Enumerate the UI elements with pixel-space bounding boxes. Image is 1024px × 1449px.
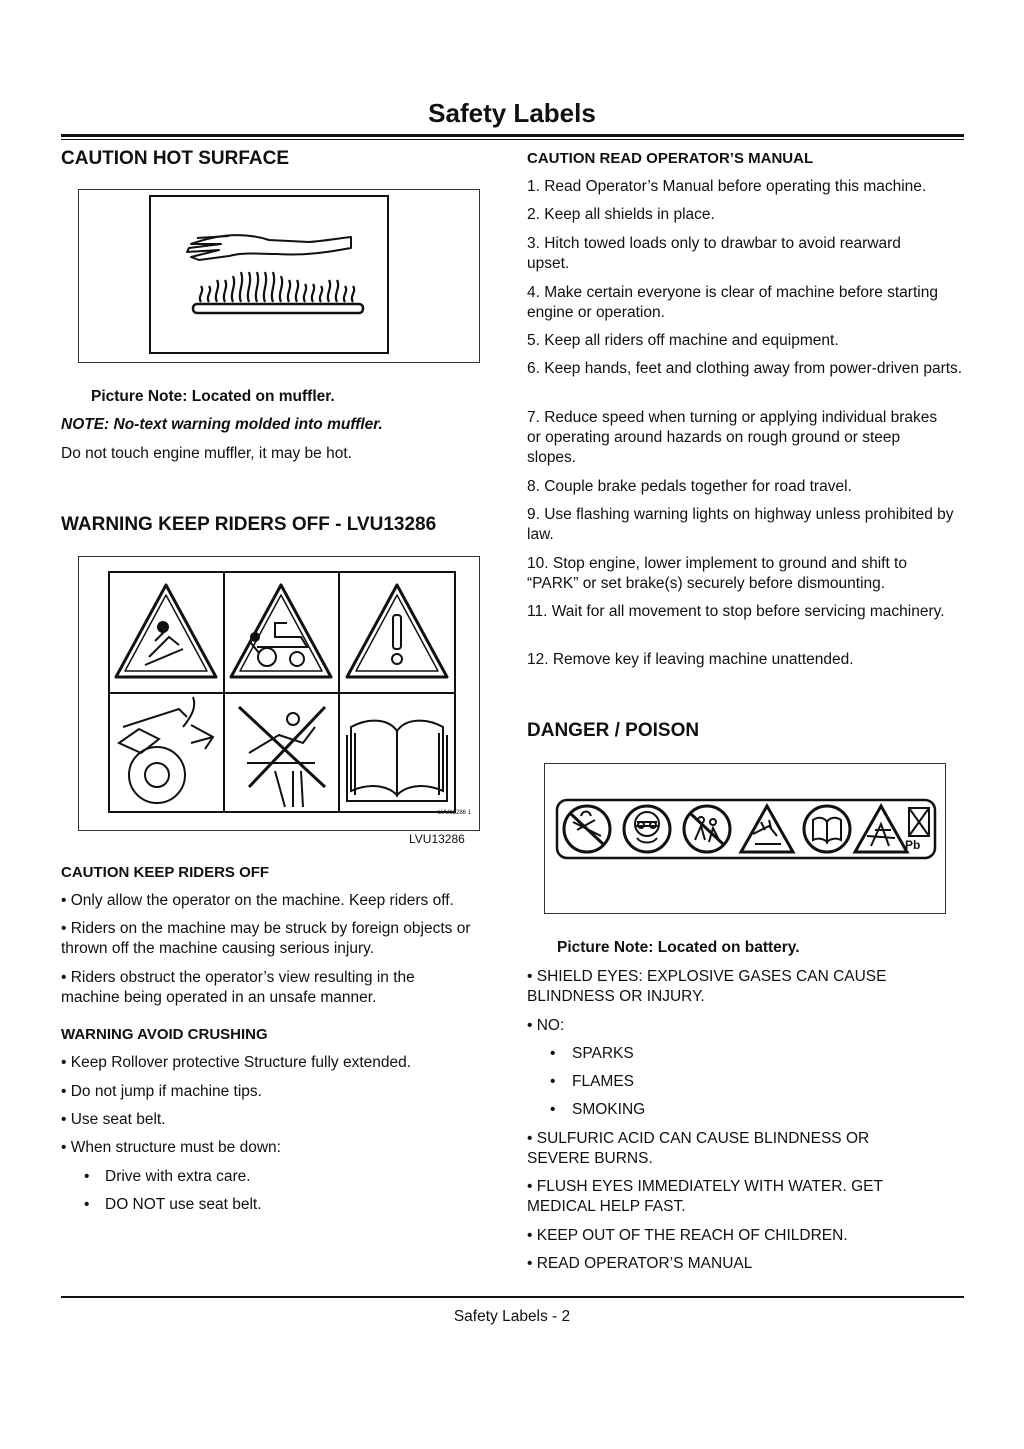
- manual-item: 2. Keep all shields in place.: [527, 206, 715, 223]
- riders-off-label-image: [78, 556, 480, 831]
- manual-item: 6. Keep hands, feet and clothing away from power-driven parts.: [527, 360, 963, 377]
- hot-surface-note: NOTE: No-text warning molded into muffler.: [61, 416, 383, 433]
- caution-riders-heading: CAUTION KEEP RIDERS OFF: [61, 864, 270, 881]
- danger-subitem: SPARKS: [572, 1045, 634, 1062]
- bullet: •: [84, 1196, 90, 1213]
- manual-item: 11. Wait for all movement to stop before servicing machinery.: [527, 603, 945, 620]
- manual-item: 4. Make certain everyone is clear of machine before starting engine or operation.: [527, 284, 938, 321]
- riders-off-caption: LVU13286: [409, 832, 465, 846]
- battery-pictograms: [545, 764, 945, 913]
- avoid-crushing-item: • Use seat belt.: [61, 1111, 166, 1128]
- manual-item: 9. Use flashing warning lights on highway unless prohibited by law.: [527, 506, 954, 543]
- manual-item: 5. Keep all riders off machine and equipment.: [527, 332, 839, 349]
- manual-item: 8. Couple brake pedals together for road travel.: [527, 478, 852, 495]
- manual-item: 12. Remove key if leaving machine unattended.: [527, 651, 854, 668]
- riders-off-pictograms: [79, 557, 479, 830]
- manual-item: 3. Hitch towed loads only to drawbar to avoid rearward upset.: [527, 235, 901, 272]
- bullet: •: [84, 1168, 90, 1185]
- riders-off-heading: WARNING KEEP RIDERS OFF - LVU13286: [61, 514, 437, 535]
- bullet: •: [550, 1045, 556, 1062]
- label-stamp: LVU13286 1: [438, 810, 471, 816]
- battery-label-pb: Pb: [905, 838, 921, 852]
- avoid-crushing-item: • When structure must be down:: [61, 1139, 281, 1156]
- battery-picture-note: Picture Note: Located on battery.: [557, 939, 800, 956]
- avoid-crushing-subitem: Drive with extra care.: [105, 1168, 251, 1185]
- manual-item: 1. Read Operator’s Manual before operating this machine.: [527, 178, 927, 195]
- caution-riders-item: • Riders on the machine may be struck by foreign objects or thrown off the machine causing serious injury.: [61, 920, 471, 957]
- hot-surface-picture-note: Picture Note: Located on muffler.: [91, 388, 335, 405]
- hot-surface-text: Do not touch engine muffler, it may be hot.: [61, 445, 352, 462]
- hot-surface-icon: [79, 190, 479, 362]
- danger-poison-heading: DANGER / POISON: [527, 720, 700, 741]
- avoid-crushing-item: • Do not jump if machine tips.: [61, 1083, 262, 1100]
- manual-item: 7. Reduce speed when turning or applying individual brakes or operating around hazards on rough ground or steep slopes.: [527, 409, 938, 466]
- battery-label-image: [544, 763, 946, 914]
- manual-item: 10. Stop engine, lower implement to ground and shift to “PARK” or set brake(s) securely before dismounting.: [527, 555, 907, 592]
- bullet: •: [550, 1101, 556, 1118]
- caution-riders-item: • Only allow the operator on the machine. Keep riders off.: [61, 892, 454, 909]
- danger-item: • READ OPERATOR’S MANUAL: [527, 1255, 753, 1272]
- page-title: Safety Labels: [428, 98, 596, 128]
- footer-rule: [61, 1296, 964, 1298]
- avoid-crushing-subitem: DO NOT use seat belt.: [105, 1196, 262, 1213]
- caution-riders-item: • Riders obstruct the operator’s view resulting in the machine being operated in an unsafe manner.: [61, 969, 415, 1006]
- header-rule-thin: [61, 139, 964, 140]
- danger-item: • SULFURIC ACID CAN CAUSE BLINDNESS OR SEVERE BURNS.: [527, 1130, 870, 1167]
- danger-item: • SHIELD EYES: EXPLOSIVE GASES CAN CAUSE BLINDNESS OR INJURY.: [527, 968, 887, 1005]
- hot-surface-heading: CAUTION HOT SURFACE: [61, 148, 289, 169]
- danger-item: • KEEP OUT OF THE REACH OF CHILDREN.: [527, 1227, 848, 1244]
- page-footer: Safety Labels - 2: [453, 1308, 571, 1325]
- operators-manual-heading: CAUTION READ OPERATOR’S MANUAL: [527, 150, 814, 167]
- avoid-crushing-heading: WARNING AVOID CRUSHING: [61, 1026, 268, 1043]
- hot-surface-label-image: [78, 189, 480, 363]
- danger-subitem: FLAMES: [572, 1073, 635, 1090]
- danger-item: • FLUSH EYES IMMEDIATELY WITH WATER. GET MEDICAL HELP FAST.: [527, 1178, 883, 1215]
- danger-item: • NO:: [527, 1017, 565, 1034]
- danger-subitem: SMOKING: [572, 1101, 646, 1118]
- bullet: •: [550, 1073, 556, 1090]
- header-rule: [61, 134, 964, 137]
- avoid-crushing-item: • Keep Rollover protective Structure fully extended.: [61, 1054, 412, 1071]
